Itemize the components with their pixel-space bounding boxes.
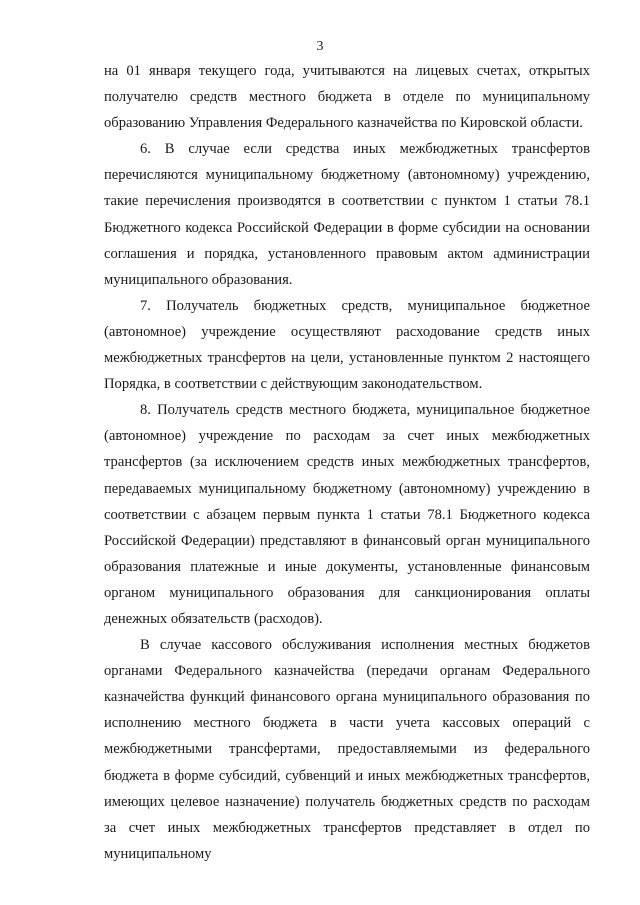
paragraph-item-7: 7. Получатель бюджетных средств, муниципальное бюджетное (автономное) учреждение осуществляют расходование средств иных межбюджетных трансфертов на цели, установленные пунктом 2 настоящего Порядка, в соответствии с действующим законодательством.	[104, 297, 590, 393]
paragraph-continuation: на 01 января текущего года, учитываются на лицевых счетах, открытых получателю средств местного бюджета в отделе по муниципальному образованию Управления Федерального казначейства по Кировской области.	[104, 63, 590, 132]
paragraph-item-8: 8. Получатель средств местного бюджета, муниципальное бюджетное (автономное) учреждение по расходам за счет иных межбюджетных трансфертов (за исключением средств иных межбюджетных трансфертов, передаваемых муниципальному бюджетному (автономному) учреждению в соответствии с абзацем первым пункта 1 статьи 78.1 Бюджетного кодекса Российской Федерации) представляют в финансовый орган муниципального образования платежные и иные документы, установленные финансовым органом муниципального образования для санкционирования оплаты денежных обязательств (расходов).	[104, 402, 590, 627]
page-number: 3	[316, 39, 324, 54]
document-body	[104, 58, 590, 867]
paragraph-item-6: 6. В случае если средства иных межбюджетных трансфертов перечисляются муниципальному бюджетному (автономному) учреждению, такие перечисления производятся в соответствии с пунктом 1 статьи 78.1 Бюджетного кодекса Российской Федерации в форме субсидии на основании соглашения и порядка, установленного правовым актом администрации муниципального образования.	[104, 141, 590, 288]
paragraph-cash-service: В случае кассового обслуживания исполнения местных бюджетов органами Федерального казначейства (передачи органам Федерального казначейства функций финансового органа муниципального образования по исполнению местного бюджета в части учета кассовых операций с межбюджетными трансфертами, предоставляемыми из федерального бюджета в форме субсидий, субвенций и иных межбюджетных трансфертов, имеющих целевое назначение) получатель бюджетных средств по расходам за счет иных межбюджетных трансфертов представляет в отдел по муниципальному	[104, 637, 590, 862]
